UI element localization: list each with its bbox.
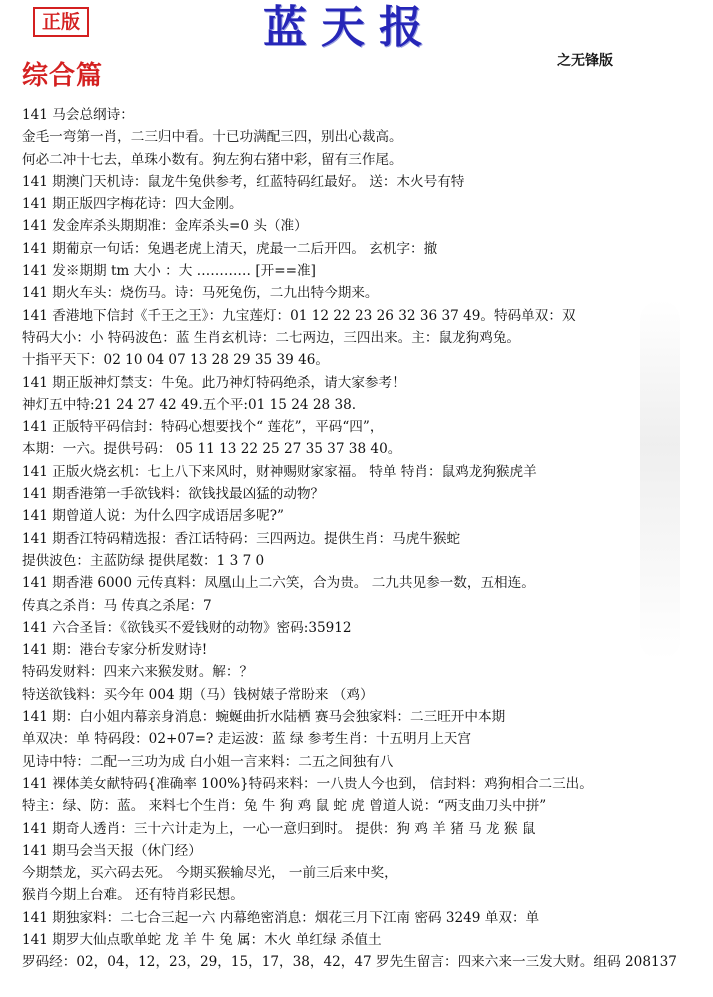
article-line: 141 发※期期 tm 大小 ：大 ………… [开==准]: [22, 263, 316, 280]
page-title: 蓝天报: [263, 2, 437, 53]
article-line: 141 六合圣旨：《欲钱买不爱钱财的动物》密码:35912: [22, 619, 352, 636]
article-line: 十指平天下：02 10 04 07 13 28 29 35 39 46。: [22, 352, 330, 369]
article-line: 141 期火车头：烧伤马。诗：马死兔伤，二九出特今期来。: [22, 285, 379, 302]
article-line: 何必二冲十七去，单珠小数有。狗左狗右猪中彩，留有三作尾。: [22, 151, 403, 168]
article-line: 141 期澳门天机诗：鼠龙牛兔供参考，红蓝特码红最好。 送：木火号有特: [22, 173, 465, 190]
article-line: 特码发财料：四来六来猴发财。解：？: [22, 664, 254, 681]
article-line: 罗码经：02，04，12，23，29，15，17，38，42，47 罗先生留言：四来六来一三发大财。组码 208137: [22, 954, 677, 971]
article-line: 141 期葡京一句话：兔遇老虎上清天，虎最一二后开四。 玄机字：撤: [22, 240, 438, 257]
article-line: 神灯五中特:21 24 27 42 49.五个平:01 15 24 28 38.: [22, 396, 357, 413]
article-line: 141 马会总纲诗：: [22, 107, 134, 123]
article-line: 141 期曾道人说：为什么四字成语居多呢?”: [22, 508, 285, 525]
article-line: 141 发金库杀头期期准：金库杀头=0 头（准）: [22, 218, 308, 235]
article-line: 141 期奇人透肖：三十六计走为上，一心一意归到时。 提供：狗 鸡 羊 猪 马 龙 猴 鼠: [22, 820, 536, 837]
article-line: 141 期正版神灯禁支：牛兔。此乃神灯特码绝杀，请大家参考！: [22, 374, 406, 391]
article-line: 金毛一弯第一肖，二三归中看。十已功满配三四，别出心裁高。: [22, 129, 403, 146]
article-line: 本期：一六。提供号码： 05 11 13 22 25 27 35 37 38 40。: [22, 441, 402, 458]
article-line: 单双决：单 特码段：02+07=? 走运波：蓝 绿 参考生肖：十五明月上天宫: [22, 731, 471, 748]
article-line: 猴肖今期上台难。 还有特肖彩民想。: [22, 887, 244, 904]
section-title: 综合篇: [22, 61, 104, 91]
article-line: 提供波色：主蓝防绿 提供尾数：1 3 7 0: [22, 552, 265, 569]
article-line: 141 期罗大仙点歌单蛇 龙 羊 牛 兔 属：木火 单红绿 杀值土: [22, 931, 382, 948]
article-line: 141 期香江特码精选报：香江话特码：三四两边。提供生肖：马虎牛猴蛇: [22, 530, 461, 547]
article-line: 今期禁龙，买六码去死。 今期买猴输尽光， 一前三后来中奖，: [22, 865, 398, 882]
authentic-badge: 正版: [33, 7, 89, 37]
article-lines: [22, 104, 712, 974]
article-line: 141 正版火烧玄机：七上八下来风时，财神赐财家家福。 特单 特肖：鼠鸡龙狗猴虎羊: [22, 463, 537, 480]
article-line: 141 期香港 6000 元传真料：凤凰山上二六笑，合为贵。 二九共见参一数，五相连。: [22, 575, 535, 592]
article-line: 141 期香港第一手欲钱料：欲钱找最凶猛的动物？: [22, 486, 325, 503]
article-line: 传真之杀肖：马 传真之杀尾：7: [22, 597, 212, 614]
article-line: 特主：绿、防：蓝。 来料七个生肖：兔 牛 狗 鸡 鼠 蛇 虎 曾道人说：“两支曲刀头中拼”: [22, 798, 547, 815]
article-line: 141 期独家料：二七合三起一六 内幕绝密消息：烟花三月下江南 密码 3249 单双：单: [22, 909, 540, 926]
article-line: 141 正版特平码信封：特码心想要找个“ 莲花”，平码“四”，: [22, 419, 384, 436]
article-line: 见诗中特：二配一三功为成 白小姐一言来料：二五之间独有八: [22, 753, 394, 770]
article-line: 特送欲钱料：买今年 004 期（马）钱树婊子常盼来 （鸡）: [22, 686, 374, 703]
article-line: 特码大小：小 特码波色：蓝 生肖玄机诗：二七两边，三四出来。主：鼠龙狗鸡兔。: [22, 329, 521, 346]
edition-label: 之无锋版: [557, 53, 613, 69]
article-line: 141 期：港台专家分析发财诗!: [22, 642, 208, 659]
article-line: 141 期马会当天报（休门经）: [22, 842, 202, 859]
article-line: 141 裸体美女献特码{准确率 100%}特码来料：一八贵人今也到， 信封料：鸡狗相合二三出。: [22, 775, 593, 792]
article-line: 141 期正版四字梅花诗：四大金刚。: [22, 196, 243, 213]
article-line: 141 期：白小姐内幕亲身消息：蜿蜒曲折水陆栖 赛马会独家料：二三旺开中本期: [22, 709, 506, 726]
article-line: 141 香港地下信封《千王之王》：九宝莲灯：01 12 22 23 26 32 36 37 49。特码单双：双: [22, 307, 576, 324]
